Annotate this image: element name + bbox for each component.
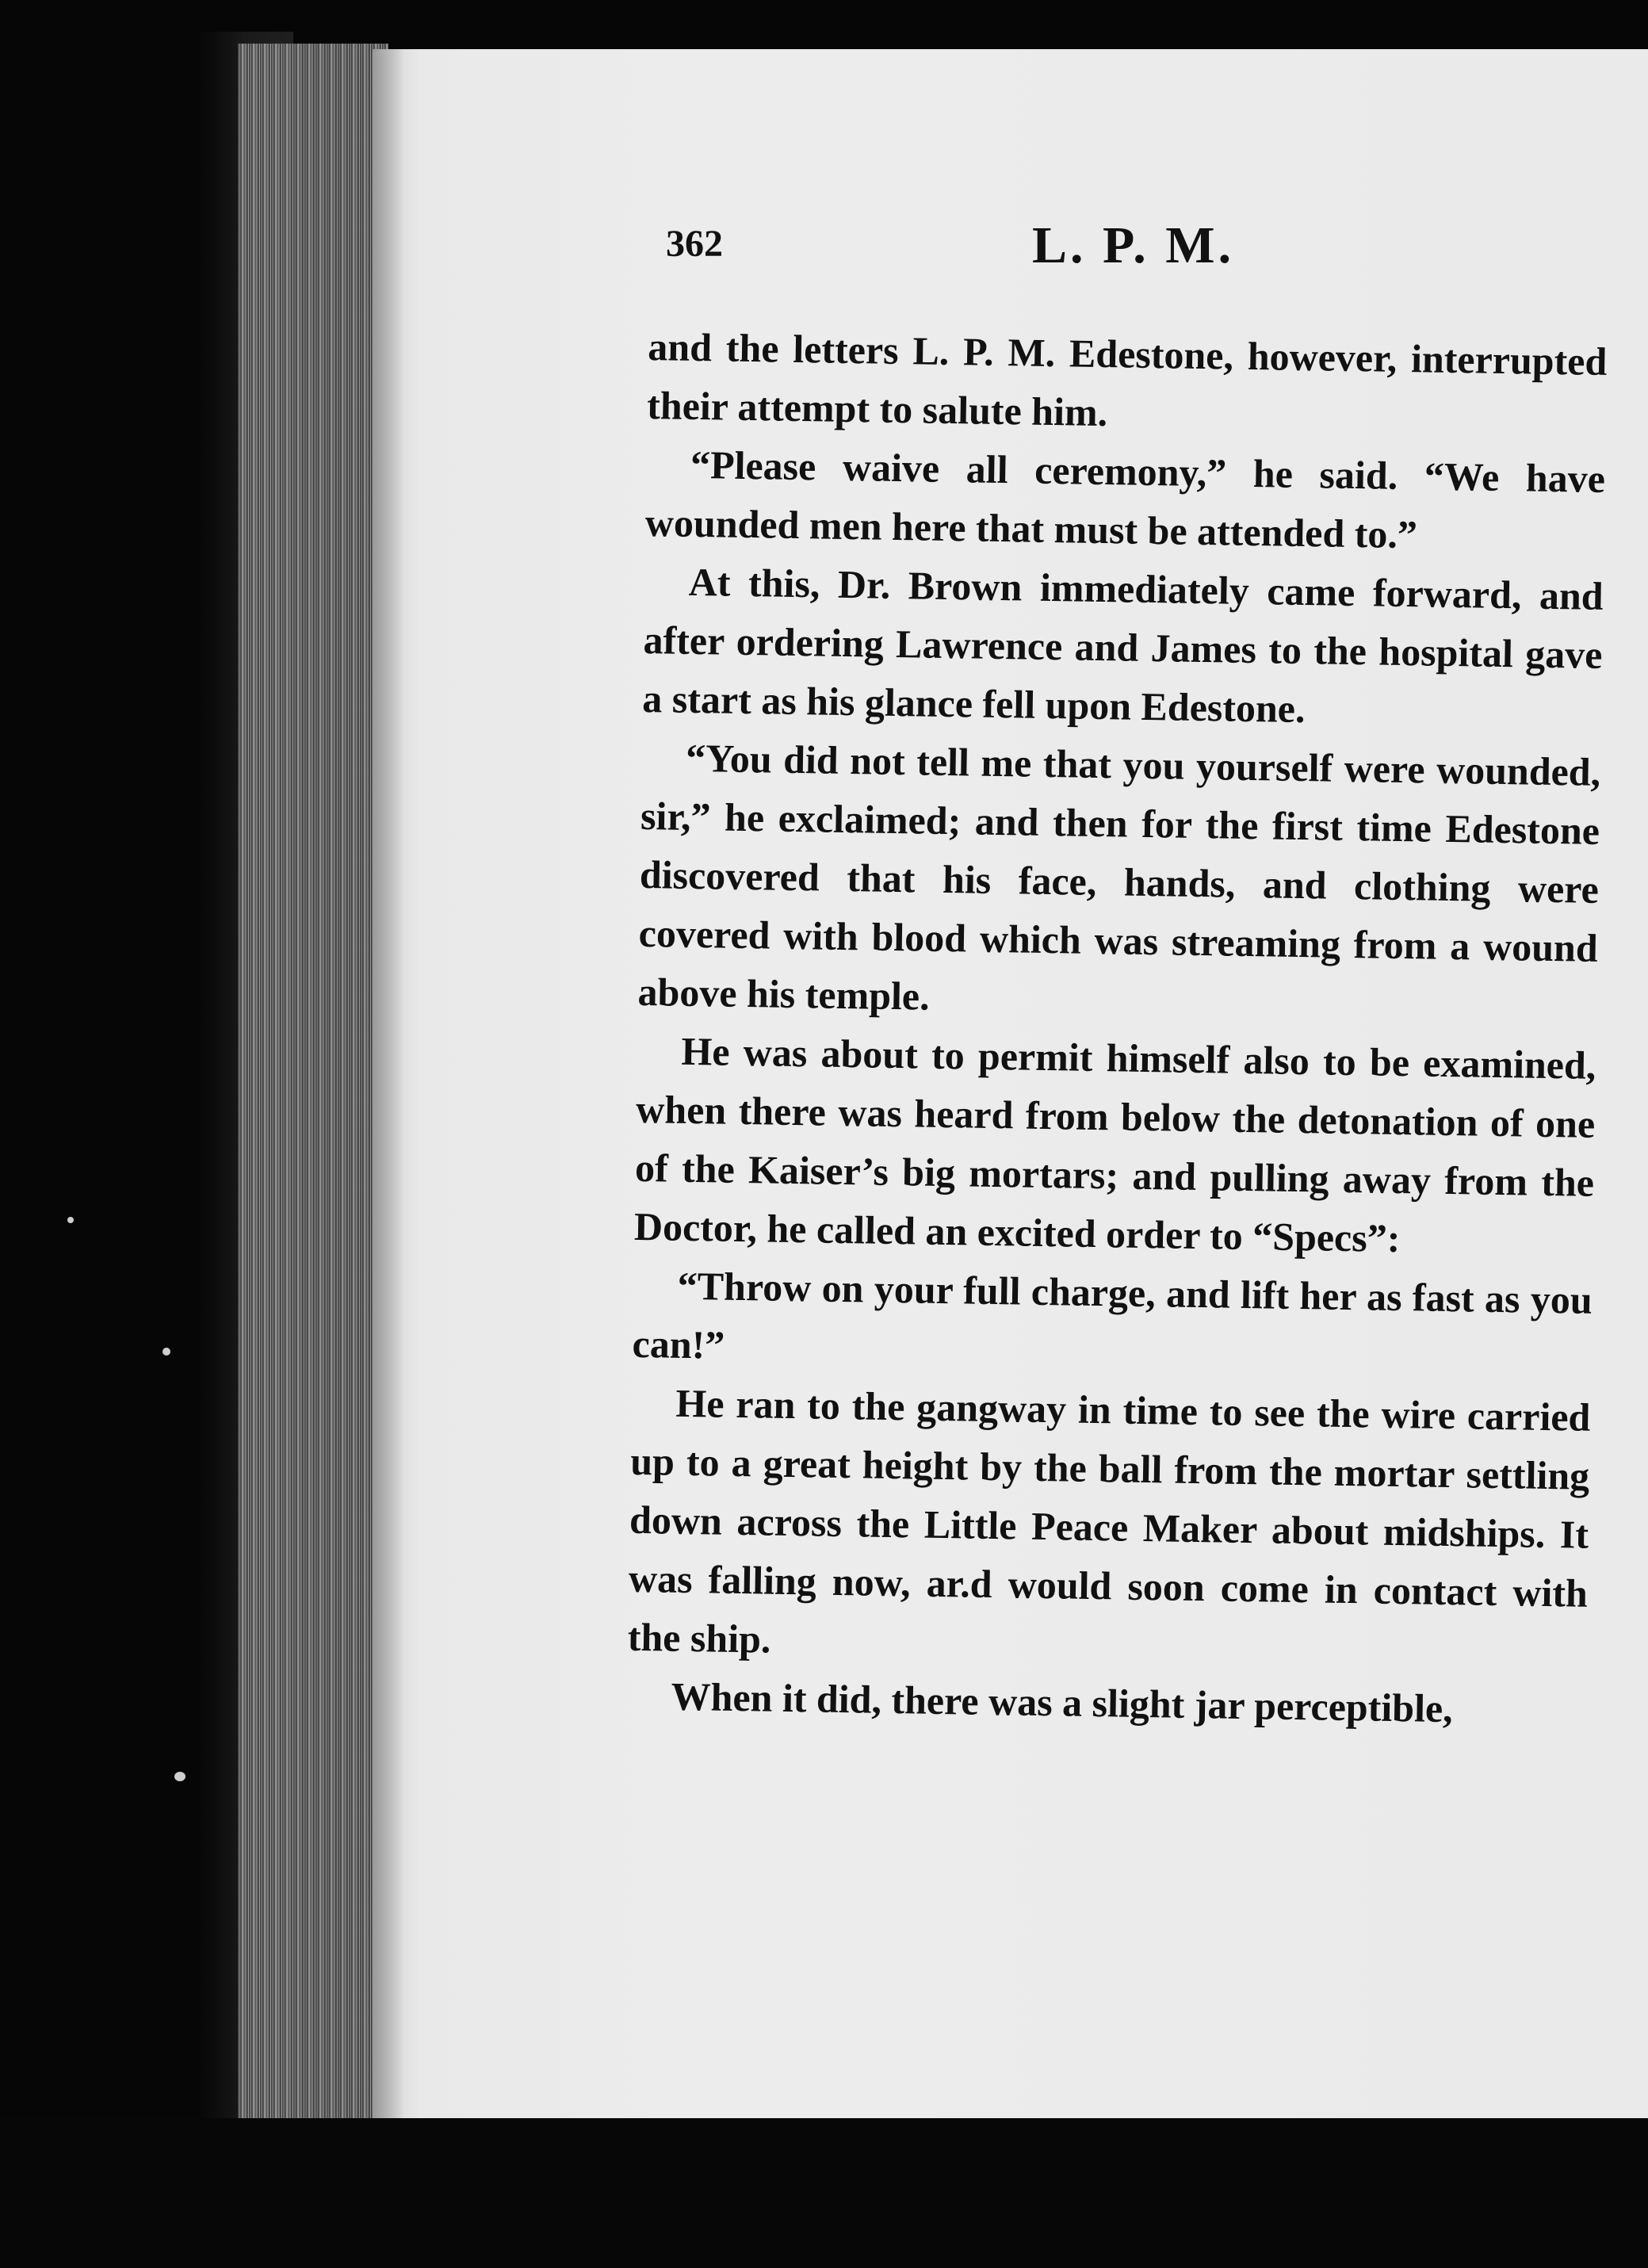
paragraph: “Please waive all ceremony,” he said. “We have wounded men here that must be attended to.” [644,442,1606,557]
page-number: 362 [666,223,723,265]
bottom-dark-margin [0,2118,1648,2268]
page-gutter-shade [373,49,404,2118]
paragraph: When it did, there was a slight jar perceptible, [671,1673,1454,1731]
paragraph: He ran to the gangway in time to see the wire carried up to a great height by the ball from the mortar settling down across the Little Peace Maker about midships. It was falling now, ar.d would soon come in contact with the ship. [627,1380,1591,1662]
dust-speck [163,1348,170,1356]
running-head: L. P. M. [1032,216,1235,274]
paragraph: He was about to permit himself also to be examined, when there was heard from below the detonation of one of the Kaiser’s big mortars; and pulling away from the Doctor, he called an excited order to “Specs”: [633,1028,1596,1261]
page-header [666,216,1585,279]
dust-speck [174,1772,185,1781]
paragraph: At this, Dr. Brown immediately came forward, and after ordering Lawrence and James to the hospital gave a start as his glance fell upon Edestone. [642,559,1604,732]
page-edges [238,44,388,2152]
paragraph: “Throw on your full charge, and lift her as fast as you can!” [632,1263,1593,1367]
body-text [626,317,1608,1740]
paragraph: and the letters L. P. M. Edestone, however, interrupted their attempt to salute him. [646,323,1608,435]
dust-speck [67,1217,74,1223]
paragraph: “You did not tell me that you yourself were wounded, sir,” he exclaimed; and then for the first time Edestone discovered that his face, hands, and clothing were covered with blood which was streaming from a wound above his temple. [637,735,1601,1019]
